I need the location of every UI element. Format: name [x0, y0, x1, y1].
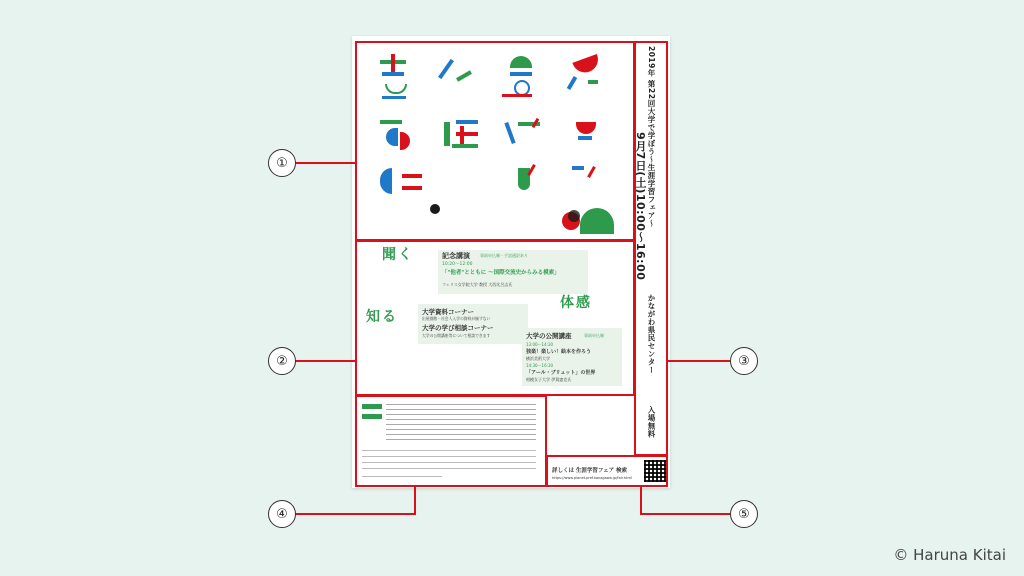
region-3-box [634, 41, 668, 456]
callout-1: ① [268, 149, 296, 177]
lecture-topic: 「"他者"とともに 〜国際交流史からみる模索」 [442, 270, 560, 276]
vertical-venue: かながわ県民センター [647, 294, 656, 374]
corner2-note: 大学の公開講座等について相談できます [422, 333, 491, 338]
open-time2: 14:30〜16:30 [526, 363, 554, 368]
callout-5: ⑤ [730, 500, 758, 528]
leader-line-5-v [640, 487, 642, 515]
open-topic1: 独楽！楽しい！絵本を作ろう [526, 349, 592, 355]
vertical-date: 9月7日(土)10:00〜16:00 [634, 132, 647, 281]
open-note: 事前申込制 [584, 333, 604, 338]
open-title: 大学の公開講座 [526, 332, 572, 340]
corner1-note: 出展園館・社会人入学の資料が揃ずない [422, 316, 491, 321]
leader-line-4-h [294, 513, 416, 515]
leader-line-3 [668, 360, 730, 362]
leader-line-2 [294, 360, 356, 362]
region-4-box [355, 395, 547, 487]
open-time1: 13:00〜14:30 [526, 342, 554, 347]
region-5-box [546, 455, 668, 487]
corner1: 大学資料コーナー [422, 308, 474, 316]
heading-know: 知る [366, 309, 398, 325]
open-topic2: 「アール・ブリュット」の世界 [526, 370, 596, 376]
heading-experience: 体感 [560, 295, 592, 311]
callout-4: ④ [268, 500, 296, 528]
lecture-title: 記念講演 [442, 252, 470, 260]
footer-url: https://www.planet.pref.kanagawa.jp/fair.html [552, 476, 632, 480]
callout-2: ② [268, 347, 296, 375]
open-univ1: 横浜美術大学 [526, 356, 550, 361]
footer-search-text: 詳しくは 生涯学習フェア 検索 [552, 468, 628, 474]
lecture-note: 事前申込制・手話通訳あり [480, 253, 528, 258]
leader-line-1 [294, 162, 356, 164]
open-univ2: 相模女子大学 伊賀憲克氏 [526, 377, 572, 382]
corner2: 大学の学び相談コーナー [422, 324, 494, 332]
heading-listen: 聞く [382, 247, 414, 263]
leader-line-4-v [414, 487, 416, 515]
callout-3: ③ [730, 347, 758, 375]
lecture-time: 10:20〜12:00 [442, 262, 473, 267]
lecture-speaker: フェリス女学院大学 教授 大西比呂志氏 [442, 282, 513, 287]
copyright-credit: © Haruna Kitai [893, 546, 1006, 564]
vertical-title: 2019年 第22回大学で学ぼう〜生涯学習フェア〜 [647, 46, 656, 228]
region-1-box [355, 41, 635, 241]
leader-line-5-h [640, 513, 730, 515]
vertical-admission: 入場無料 [647, 406, 656, 438]
region-2-box [355, 240, 635, 396]
